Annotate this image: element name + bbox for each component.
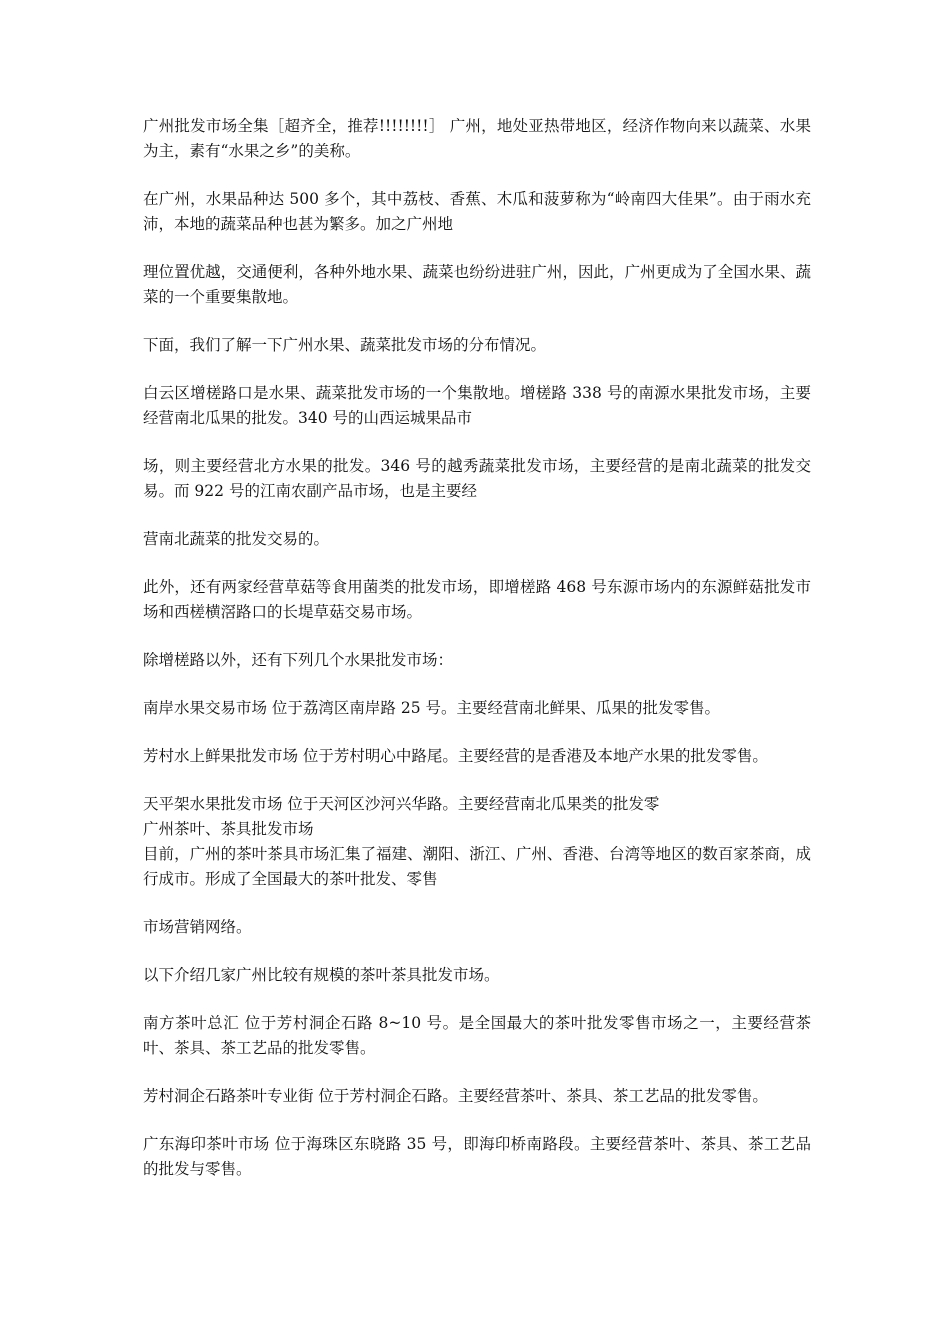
paragraph-intro: 广州批发市场全集［超齐全，推荐!!!!!!!!］ 广州，地处亚热带地区，经济作物向来以蔬菜、水果为主，素有“水果之乡”的美称。: [143, 117, 811, 160]
paragraph-fangcun-market: 芳村水上鲜果批发市场 位于芳村明心中路尾。主要经营的是香港及本地产水果的批发零售。: [143, 747, 768, 765]
paragraph-tea-market-overview: 目前，广州的茶叶茶具市场汇集了福建、潮阳、浙江、广州、香港、台湾等地区的数百家茶商，成行成市。形成了全国最大的茶叶批发、零售: [143, 845, 811, 888]
paragraph-fangcun-tea-street: 芳村洞企石路茶叶专业街 位于芳村洞企石路。主要经营茶叶、茶具、茶工艺品的批发零售。: [143, 1087, 768, 1105]
paragraph-mushroom-markets: 此外，还有两家经营草菇等食用菌类的批发市场，即增槎路 468 号东源市场内的东源鲜菇批发市场和西槎横滘路口的长堤草菇交易市场。: [143, 578, 811, 621]
paragraph-other-fruit-markets: 除增槎路以外，还有下列几个水果批发市场：: [143, 651, 454, 669]
paragraph-tea-markets-intro: 以下介绍几家广州比较有规模的茶叶茶具批发市场。: [143, 966, 500, 984]
paragraph-zengcha-markets-cont: 场，则主要经营北方水果的批发。346 号的越秀蔬菜批发市场，主要经营的是南北蔬菜的批发交易。而 922 号的江南农副产品市场，也是主要经: [143, 457, 811, 500]
paragraph-zengcha-markets: 白云区增槎路口是水果、蔬菜批发市场的一个集散地。增槎路 338 号的南源水果批发市场，主要经营南北瓜果的批发。340 号的山西运城果品市: [143, 384, 811, 427]
section-heading-tea-markets: 广州茶叶、茶具批发市场: [143, 820, 314, 838]
paragraph-tianpingjia-market: 天平架水果批发市场 位于天河区沙河兴华路。主要经营南北瓜果类的批发零: [143, 795, 660, 813]
paragraph-zengcha-markets-end: 营南北蔬菜的批发交易的。: [143, 530, 330, 548]
paragraph-nanfang-tea: 南方茶叶总汇 位于芳村洞企石路 8~10 号。是全国最大的茶叶批发零售市场之一，主要经营茶叶、茶具、茶工艺品的批发零售。: [143, 1014, 811, 1057]
document-body: [143, 114, 811, 1205]
paragraph-tea-market-network: 市场营销网络。: [143, 918, 252, 936]
paragraph-distribution-intro: 下面，我们了解一下广州水果、蔬菜批发市场的分布情况。: [143, 336, 547, 354]
paragraph-nanan-market: 南岸水果交易市场 位于荔湾区南岸路 25 号。主要经营南北鲜果、瓜果的批发零售。: [143, 699, 721, 717]
paragraph-fruit-varieties: 在广州，水果品种达 500 多个，其中荔枝、香蕉、木瓜和菠萝称为“岭南四大佳果”。由于雨水充沛，本地的蔬菜品种也甚为繁多。加之广州地: [143, 190, 811, 233]
paragraph-location-advantage: 理位置优越，交通便利，各种外地水果、蔬菜也纷纷进驻广州，因此，广州更成为了全国水果、蔬菜的一个重要集散地。: [143, 263, 811, 306]
paragraph-haiyin-tea-market: 广东海印茶叶市场 位于海珠区东晓路 35 号，即海印桥南路段。主要经营茶叶、茶具、茶工艺品的批发与零售。: [143, 1135, 811, 1178]
